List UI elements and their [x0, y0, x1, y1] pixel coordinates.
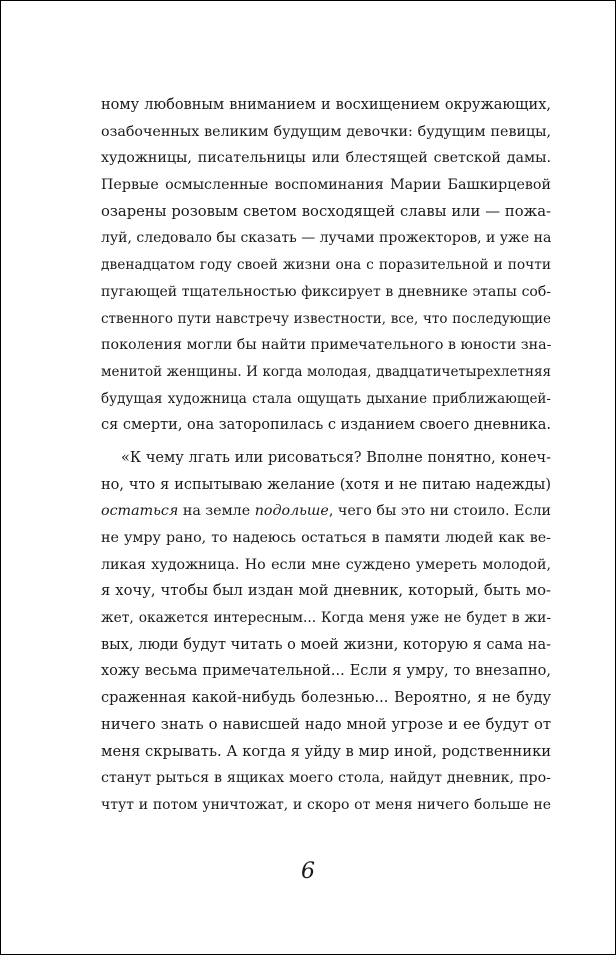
paragraph-1	[101, 92, 551, 439]
text-line: менитой женщины. И когда молодая, двадцатичетырехлетняя	[101, 363, 551, 380]
text-line: но, что я испытываю желание (хотя и не питаю надежды)	[101, 476, 551, 493]
text-line: ничего знать о нависшей надо мной угрозе и ее будут от	[101, 715, 551, 733]
text-line: жет, окажется интересным... Когда меня уже не будет в жи-	[101, 610, 551, 627]
text-line: сраженная какой-нибудь болезнью... Вероятно, я не буду	[101, 690, 551, 707]
text-line: Первые осмысленные воспоминания Марии Башкирцевой	[101, 177, 551, 194]
text-line: ликая художница. Но если мне суждено умереть молодой,	[101, 556, 551, 573]
italic-word: остаться	[101, 503, 179, 520]
paragraph-2	[101, 445, 551, 819]
text-line: пугающей тщательностью фиксирует в дневнике этапы соб-	[101, 283, 551, 300]
text-line: озабоченных великим будущим девочки: будущим певицы,	[101, 123, 551, 140]
plain-text: , чего бы это ни стоило. Если	[328, 503, 551, 520]
text-line: луй, следовало бы сказать — лучами прожекторов, и уже на	[101, 230, 552, 247]
text-line: ному любовным вниманием и восхищением окружающих,	[101, 97, 551, 113]
text-line: не умру рано, то надеюсь остаться в памяти людей как ве-	[101, 530, 551, 546]
text-line: будущая художница стала ощущать дыхание приближающей-	[101, 390, 551, 407]
text-line-with-italics	[101, 498, 551, 525]
text-line: озарены розовым светом восходящей славы или — пожа-	[101, 202, 551, 220]
text-line: чтут и потом уничтожат, и скоро от меня ничего больше не	[101, 796, 551, 813]
text-body	[101, 92, 551, 819]
text-line: хожу весьма примечательной... Если я умру, то внезапно,	[101, 663, 551, 680]
page-number: 6	[301, 859, 315, 884]
text-line: ся смерти, она заторопилась с изданием своего дневника.	[101, 417, 552, 434]
text-line: поколения могли бы найти примечательного в юности зна-	[101, 337, 552, 354]
italic-word: подольше	[254, 503, 329, 520]
text-line: художницы, писательницы или блестящей светской дамы.	[101, 150, 551, 167]
text-line: меня скрывать. А когда я уйду в мир иной, родственники	[101, 742, 552, 760]
text-line: «К чему лгать или рисоваться? Вполне понятно, конеч-	[121, 449, 551, 466]
text-line: станут рыться в ящиках моего стола, найдут дневник, про-	[101, 770, 551, 787]
text-line: ственного пути навстречу известности, все, что последующие	[101, 310, 551, 327]
text-line: я хочу, чтобы был издан мой дневник, который, быть мо-	[101, 582, 551, 600]
text-line: вых, люди будут читать о моей жизни, которую я сама на-	[101, 636, 551, 653]
plain-text: на земле	[178, 503, 255, 520]
text-line: двенадцатом году своей жизни она с поразительной и почти	[101, 257, 551, 274]
